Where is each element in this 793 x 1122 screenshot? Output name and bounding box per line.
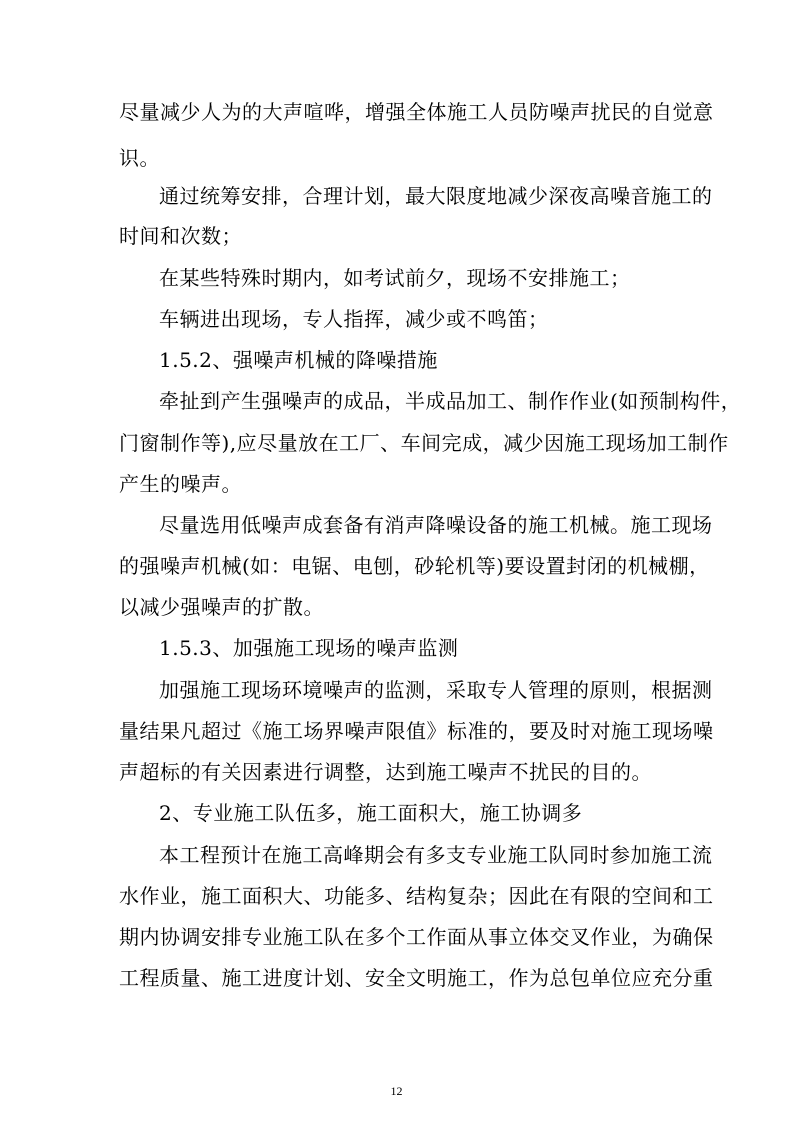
text-line: 识。: [119, 146, 160, 170]
text-line: 门窗制作等),应尽量放在工厂、车间完成，减少因施工现场加工制作: [119, 431, 729, 455]
section-heading: 1.5.3、加强施工现场的噪声监测: [159, 636, 459, 660]
text-line: 水作业，施工面积大、功能多、结构复杂；因此在有限的空间和工: [119, 884, 714, 908]
text-line: 加强施工现场环境噪声的监测，采取专人管理的原则，根据测: [159, 678, 713, 702]
text-line: 在某些特殊时期内，如考试前夕，现场不安排施工；: [159, 266, 631, 290]
text-line: 声超标的有关因素进行调整，达到施工噪声不扰民的目的。: [119, 760, 652, 784]
text-line: 尽量减少人为的大声喧哗，增强全体施工人员防噪声扰民的自觉意: [119, 100, 714, 124]
text-line: 本工程预计在施工高峰期会有多支专业施工队同时参加施工流: [159, 843, 713, 867]
text-line: 工程质量、施工进度计划、安全文明施工，作为总包单位应充分重: [119, 966, 714, 990]
section-heading: 2、专业施工队伍多，施工面积大，施工协调多: [159, 801, 583, 825]
text-line: 尽量选用低噪声成套备有消声降噪设备的施工机械。施工现场: [159, 513, 713, 537]
page-number: 12: [390, 1084, 403, 1098]
section-heading: 1.5.2、强噪声机械的降噪措施: [159, 348, 438, 372]
text-line: 通过统筹安排，合理计划，最大限度地减少深夜高噪音施工的: [159, 184, 713, 208]
text-line: 以减少强噪声的扩散。: [119, 595, 324, 619]
text-line: 时间和次数；: [119, 224, 242, 248]
text-line: 车辆进出现场，专人指挥，减少或不鸣笛；: [159, 307, 549, 331]
text-line: 牵扯到产生强噪声的成品，半成品加工、制作作业(如预制构件，: [159, 389, 742, 413]
text-line: 产生的噪声。: [119, 472, 242, 496]
text-line: 期内协调安排专业施工队在多个工作面从事立体交叉作业，为确保: [119, 925, 714, 949]
text-line: 量结果凡超过《施工场界噪声限值》标准的，要及时对施工现场噪: [119, 719, 714, 743]
text-line: 的强噪声机械(如：电锯、电刨，砂轮机等)要设置封闭的机械棚，: [119, 554, 710, 578]
